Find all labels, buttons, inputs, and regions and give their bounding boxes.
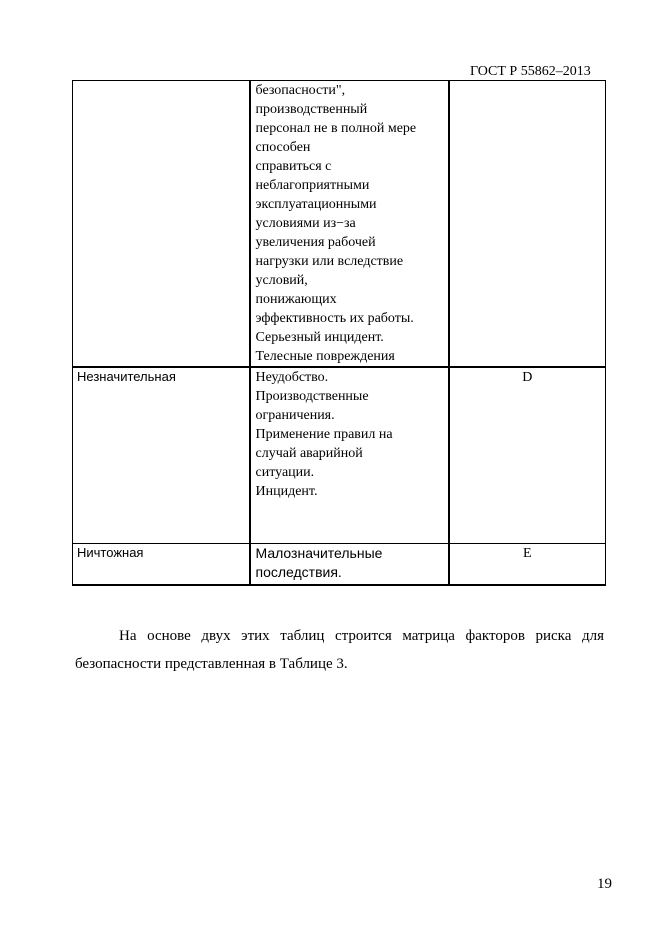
description-line: Неудобство. xyxy=(255,370,329,385)
description-line: безопасности", xyxy=(255,83,346,98)
description-line: способен xyxy=(255,140,311,155)
description-line: Инцидент. xyxy=(255,484,318,499)
severity-category-cell xyxy=(73,81,250,368)
description-line: ограничения. xyxy=(255,408,335,423)
severity-category-cell: Ничтожная xyxy=(73,544,250,586)
description-line: условий, xyxy=(255,273,308,288)
body-paragraph-line-2: безопасности представленная в Таблице 3. xyxy=(75,656,348,672)
description-line: производственный xyxy=(255,102,368,117)
severity-category-cell: Незначительная xyxy=(73,367,250,544)
description-line: Серьезный инцидент. xyxy=(255,330,384,345)
body-paragraph-line-1: На основе двух этих таблиц строится матрица факторов риска для xyxy=(119,628,604,644)
page-number: 19 xyxy=(597,876,612,892)
description-line: увеличения рабочей xyxy=(255,235,376,250)
description-line: условиями из−за xyxy=(255,216,356,231)
description-line: справиться с xyxy=(255,159,332,174)
severity-description-cell xyxy=(250,367,449,544)
description-line: Производственные xyxy=(255,389,369,404)
description-line: случай аварийной xyxy=(255,446,363,461)
description-line: Применение правил на xyxy=(255,427,393,442)
severity-description-cell xyxy=(250,544,449,586)
description-line: эффективность их работы. xyxy=(255,311,414,326)
table-row xyxy=(73,367,606,544)
table-row xyxy=(73,81,606,368)
description-line: эксплуатационными xyxy=(255,197,377,212)
severity-code-cell xyxy=(449,81,606,368)
severity-description-cell xyxy=(250,81,449,368)
description-line: понижающих xyxy=(255,292,337,307)
description-line: последствия. xyxy=(255,564,342,580)
table-row xyxy=(73,544,606,586)
description-line: ситуации. xyxy=(255,465,315,480)
severity-table xyxy=(72,80,606,586)
severity-code-cell: E xyxy=(449,544,606,586)
description-line: персонал не в полной мере xyxy=(255,121,417,136)
description-line: Телесные повреждения xyxy=(255,349,395,364)
description-line: Малозначительные xyxy=(255,545,383,561)
document-header: ГОСТ Р 55862–2013 xyxy=(470,64,591,79)
severity-code-cell: D xyxy=(449,367,606,544)
description-line: неблагоприятными xyxy=(255,178,370,193)
description-line: нагрузки или вследствие xyxy=(255,254,404,269)
